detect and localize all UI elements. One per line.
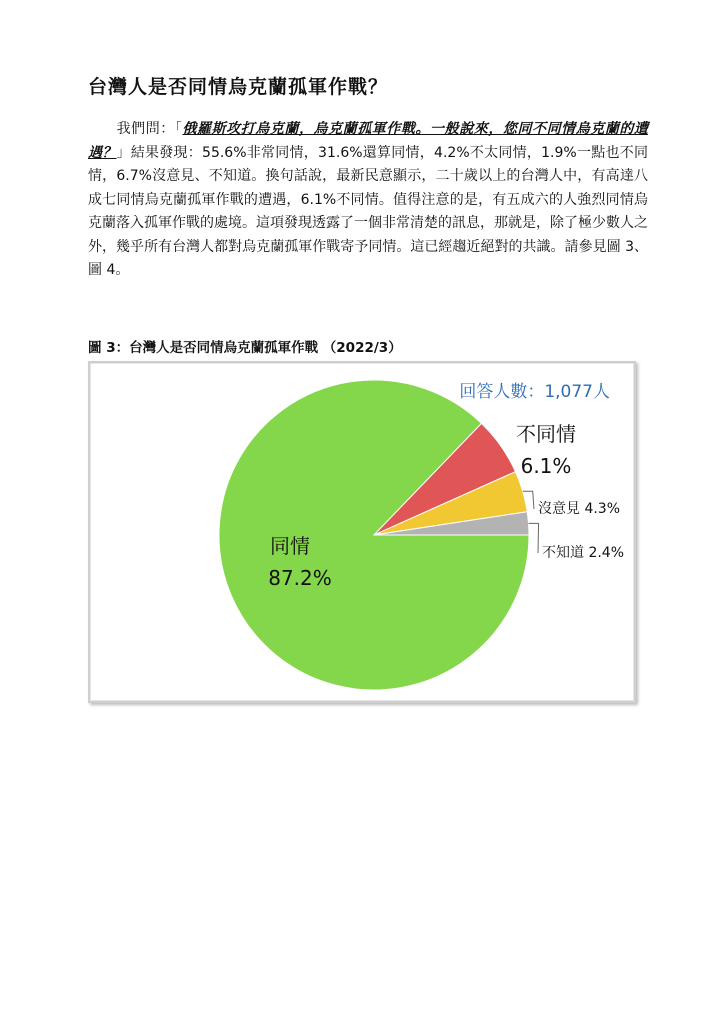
pie-chart-frame [88,361,636,703]
paragraph-findings: 」結果發現：55.6%非常同情，31.6%還算同情，4.2%不太同情，1.9%一點也不同情，6.7%沒意見、不知道。換句話說，最新民意顯示，二十歲以上的台灣人中，有高達八成七同情烏克蘭孤軍作戰的遭遇，6.1%不同情。值得注意的是，有五成六的人強烈同情烏克蘭落入孤軍作戰的處境。這項發現透露了一個非常清楚的訊息，那就是，除了極少數人之外，幾乎所有台灣人都對烏克蘭孤軍作戰寄予同情。這已經趨近絕對的共識。請參見圖 3、圖 4。 [88,144,648,278]
survey-question: 俄羅斯攻打烏克蘭，烏克蘭孤軍作戰。一般說來，您同不同情烏克蘭的遭遇？ [88,121,648,161]
slice-label-sympathize: 同情 [270,534,310,558]
figure-caption: 圖 3：台灣人是否同情烏克蘭孤軍作戰 （2022/3） [88,340,402,356]
leader-line [529,523,539,553]
body-paragraph [88,118,648,283]
slice-label-dont-know: 不知道 2.4% [542,545,625,561]
slice-value-sympathize: 87.2% [268,566,332,590]
respondent-count: 回答人數：1,077人 [459,382,610,402]
slice-label-no-opinion: 沒意見 4.3% [538,501,621,517]
page-title: 台灣人是否同情烏克蘭孤軍作戰？ [88,76,389,98]
pie-chart [90,363,634,701]
slice-value-not-sympathize: 6.1% [520,454,572,478]
paragraph-intro: 我們問：「 [116,121,183,137]
slice-label-not-sympathize: 不同情 [516,422,576,446]
